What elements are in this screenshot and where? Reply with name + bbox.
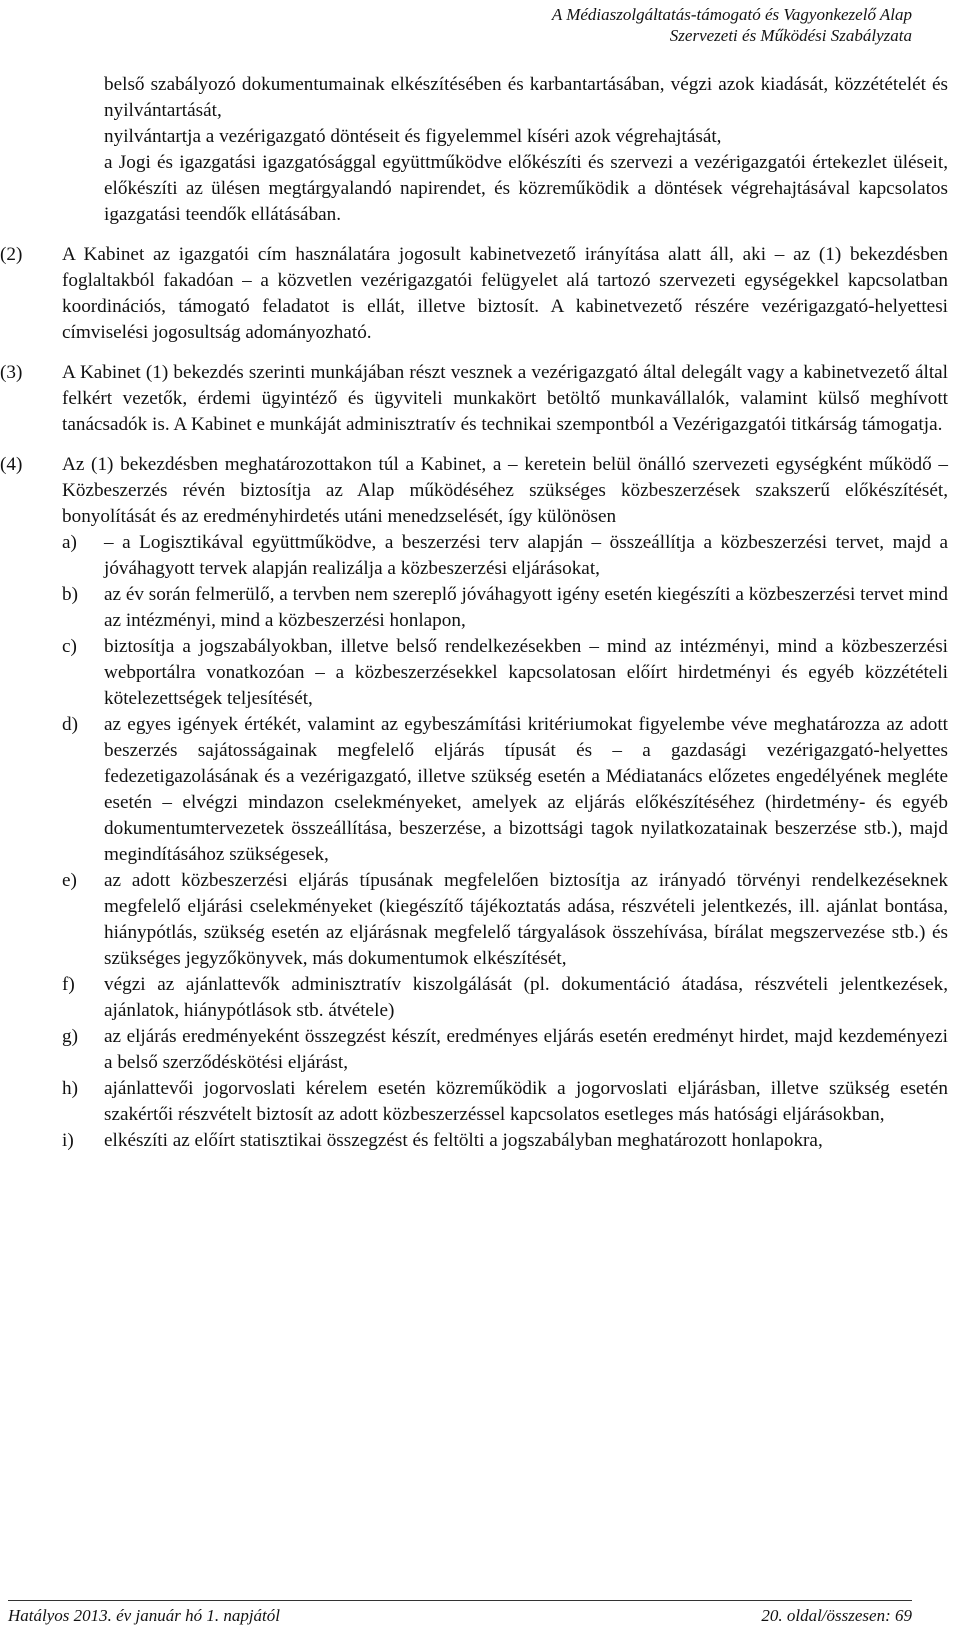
list-item-text: az adott közbeszerzési eljárás típusának megfelelően biztosítja az irányadó törvényi rendelkezéseknek megfelelő eljárási cselekményeket (kiegészítő tájékoztatás adása, részvételi jelentkezés, ill. ajánlat bontása, hiánypótlás, szükség esetén az eljárásnak megfelelő tárgyalások összehívása, bírálat megszervezése stb.) és szükséges jegyzőkönyvek, más dokumentumok elkészítését, bbox=[104, 870, 948, 969]
paragraph-text: A Kabinet az igazgatói cím használatára jogosult kabinetvezető irányítása alatt áll, aki – az (1) bekezdésben foglaltakból fakadóan – a közvetlen vezérigazgatói felügyelet alá tartozó szervezeti egységekkel kapcsolatban koordinációs, támogató feladatot is ellát, illetve biztosít. A kabinetvezető részére vezérigazgató-helyettesi címviselési jogosultság adományozható. bbox=[62, 244, 948, 343]
header-line-2: Szervezeti és Működési Szabályzata bbox=[669, 26, 912, 45]
paragraph-4 bbox=[0, 452, 960, 1154]
list-item-label: b) bbox=[62, 584, 78, 605]
paragraph-3 bbox=[0, 360, 960, 438]
list-item-text: – a Logisztikával együttműködve, a beszerzési terv alapján – összeállítja a közbeszerzési tervet, majd a jóváhagyott tervek alapján realizálja a közbeszerzési eljárásokat, bbox=[104, 532, 948, 579]
list-item-text: végzi az ajánlattevők adminisztratív kiszolgálását (pl. dokumentáció átadása, részvételi jelentkezések, ajánlatok, hiánypótlások stb. átvétele) bbox=[104, 974, 948, 1021]
paragraph-2 bbox=[0, 242, 960, 346]
header-line-1: A Médiaszolgáltatás-támogató és Vagyonkezelő Alap bbox=[551, 5, 912, 24]
list-item-label: e) bbox=[62, 870, 77, 891]
paragraph-number: (3) bbox=[0, 362, 23, 383]
list-item-text: biztosítja a jogszabályokban, illetve belső rendelkezésekben – mind az intézményi, mind a közbeszerzési webportálra vonatkozóan – a közbeszerzésekkel kapcsolatosan előírt hirdetményi és egyéb közzétételi kötelezettségek teljesítését, bbox=[104, 636, 948, 709]
list-item bbox=[62, 868, 948, 972]
list-item bbox=[62, 1076, 948, 1128]
paragraph-number: (4) bbox=[0, 454, 23, 475]
list-item bbox=[62, 712, 948, 868]
list-item bbox=[62, 972, 948, 1024]
list-item bbox=[62, 634, 948, 712]
paragraph-4-items bbox=[62, 530, 948, 1154]
list-item-label: c) bbox=[62, 636, 77, 657]
footer-page-number: 20. oldal/összesen: 69 bbox=[761, 1606, 912, 1625]
list-item-text: ajánlattevői jogorvoslati kérelem esetén közreműködik a jogorvoslati eljárásban, illetve szükség esetén szakértői részvételt biztosít az adott közbeszerzéssel kapcsolatos esetleges más hatósági eljárásokban, bbox=[104, 1078, 948, 1125]
paragraph-text: A Kabinet (1) bekezdés szerinti munkájában részt vesznek a vezérigazgató által delegált vagy a kabinetvezető által felkért vezetők, érdemi ügyintéző és ügyviteli munkakört betöltő munkavállalók, valamint külső meghívott tanácsadók is. A Kabinet e munkáját adminisztratív és technikai szempontból a Vezérigazgatói titkárság támogatja. bbox=[62, 362, 948, 435]
footer-effective-date: Hatályos 2013. év január hó 1. napjától bbox=[8, 1606, 280, 1625]
page-header bbox=[552, 4, 912, 46]
list-item-label: g) bbox=[62, 1026, 78, 1047]
list-item-text: az egyes igények értékét, valamint az egybeszámítási kritériumokat figyelembe véve meghatározza az adott beszerzés sajátosságainak megfelelő eljárás típusát és – a gazdasági vezérigazgató-helyettes fedezetigazolásának és a vezérigazgató, illetve szükség esetén a Médiatanács előzetes engedélyének megléte esetén – elvégzi mindazon cselekményeket, amelyek az eljárás előkészítéséhez (hirdetmény- és egyéb dokumentumtervezetek összeállítása, beszerzése, a bizottsági tagok nyilatkozatainak beszerzése stb.), majd megindításához szükségesek, bbox=[104, 714, 948, 865]
list-item bbox=[62, 582, 948, 634]
list-item-text: elkészíti az előírt statisztikai összegzést és feltölti a jogszabályban meghatározott honlapokra, bbox=[104, 1130, 823, 1151]
continuation-text: belső szabályozó dokumentumainak elkészítésében és karbantartásában, végzi azok kiadását, közzétételét és nyilvántartását, bbox=[104, 74, 948, 121]
list-item-text: a Jogi és igazgatási igazgatósággal együttműködve előkészíti és szervezi a vezérigazgatói értekezlet üléseit, előkészíti az ülésen megtárgyalandó napirendet, és közreműködik a döntések végrehajtásával kapcsolatos igazgatási teendők ellátásában. bbox=[104, 152, 948, 225]
list-item bbox=[62, 530, 948, 582]
list-item-text: az év során felmerülő, a tervben nem szereplő jóváhagyott igény esetén kiegészíti a közbeszerzési tervet mind az intézményi, mind a közbeszerzési honlapon, bbox=[104, 584, 948, 631]
continuation-block bbox=[0, 72, 960, 228]
list-item bbox=[62, 1024, 948, 1076]
list-item-label: d) bbox=[62, 714, 78, 735]
list-item bbox=[0, 150, 960, 228]
list-item-label: f) bbox=[62, 974, 75, 995]
footer-divider bbox=[8, 1600, 912, 1601]
paragraph-number: (2) bbox=[0, 244, 23, 265]
list-item-text: nyilvántartja a vezérigazgató döntéseit és figyelemmel kíséri azok végrehajtását, bbox=[104, 126, 722, 147]
list-item-label: h) bbox=[62, 1078, 78, 1099]
list-item-label: i) bbox=[62, 1130, 74, 1151]
list-item-text: az eljárás eredményeként összegzést készít, eredményes eljárás esetén eredményt hirdet, majd kezdeményezi a belső szerződéskötési eljárást, bbox=[104, 1026, 948, 1073]
document-body bbox=[0, 72, 960, 1154]
list-item bbox=[0, 124, 960, 150]
list-item bbox=[62, 1128, 948, 1154]
list-item-label: a) bbox=[62, 532, 77, 553]
paragraph-text: Az (1) bekezdésben meghatározottakon túl a Kabinet, a – keretein belül önálló szervezeti egységként működő – Közbeszerzés révén biztosítja az Alap működéséhez szükséges közbeszerzések szakszerű előkészítését, bonyolítását és az eredményhirdetés utáni menedzselését, így különösen bbox=[62, 454, 948, 527]
